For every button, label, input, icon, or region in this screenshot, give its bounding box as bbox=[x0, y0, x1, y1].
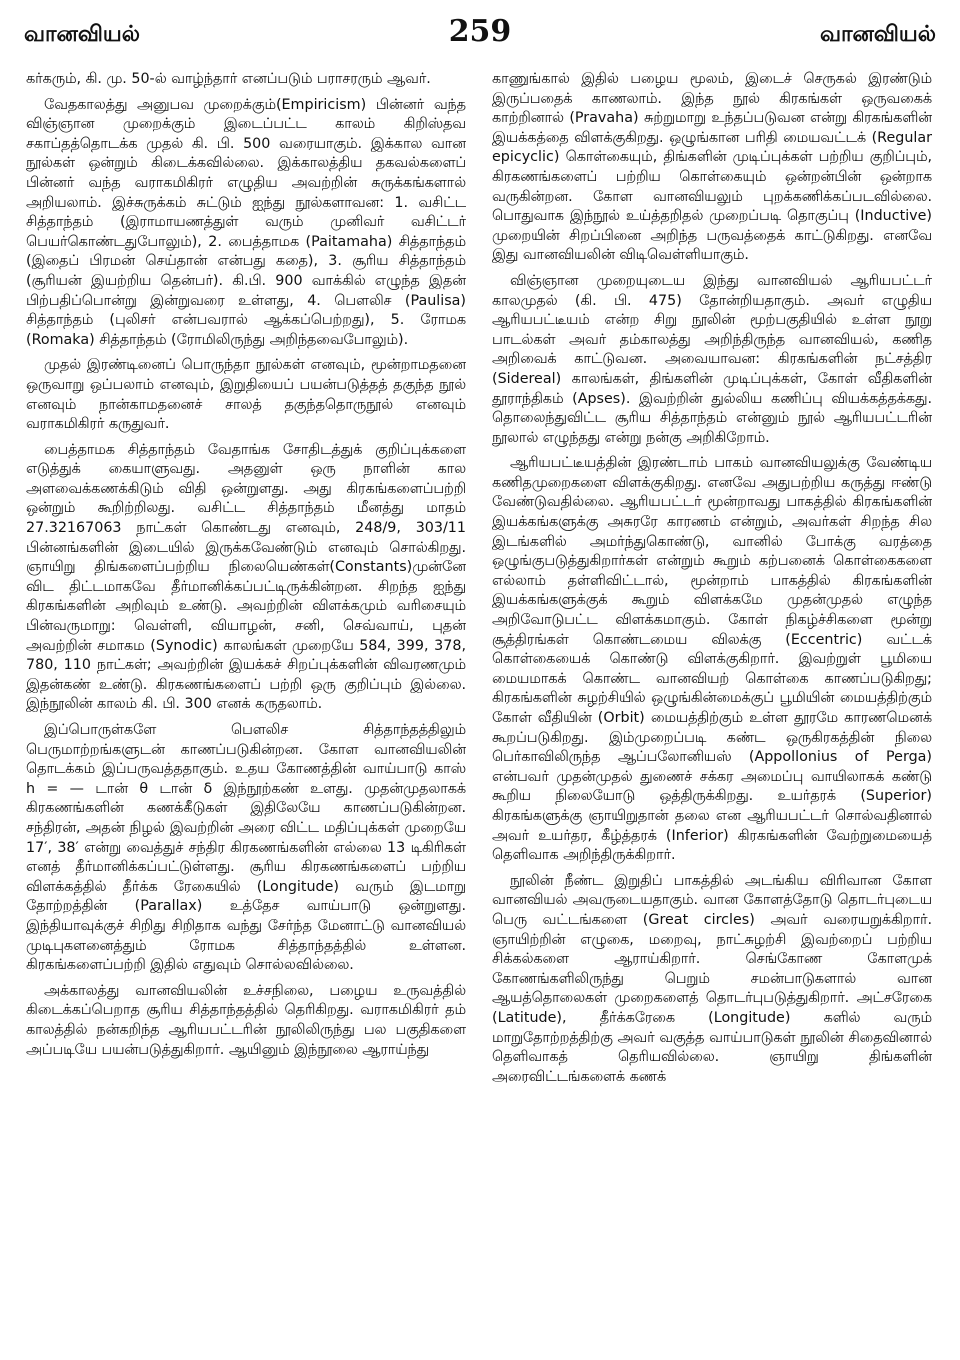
paragraph: கர்கரும், கி. மு. 50-ல் வாழ்ந்தார் எனப்படும் பராசரரும் ஆவர். bbox=[26, 71, 431, 87]
right-column bbox=[492, 70, 932, 1348]
paragraph: அக்காலத்து வானவியலின் உச்சநிலை, பழைய உருவத்தில் கிடைக்கப்பெறாத சூரிய சித்தாந்தத்தில் தெரிகிறது. வராகமிகிரர் தம் காலத்தில் நன்கறிந்த ஆரியபட்டரின் நூலிலிருந்து பல பகுதிகளை அப்படியே பயன்படுத்துகிறார். ஆயினும் இந்நூலை ஆராய்ந்து bbox=[26, 982, 466, 1058]
left-column bbox=[26, 70, 466, 1348]
running-title-left: வானவியல் bbox=[24, 22, 141, 47]
page-number: 259 bbox=[448, 14, 512, 49]
paragraph: முதல் இரண்டினைப் பொருந்தா நூல்கள் எனவும், மூன்றாமதனை ஒருவாறு ஒப்பலாம் எனவும், இறுதியைப் பயன்படுத்தத் தகுந்த நூல் எனவும் நான்காமதனைச் சாலத் தகுந்ததொருநூல் எனவும் வராகமிகிரர் கருதுவர். bbox=[26, 357, 466, 433]
paragraph: வேதகாலத்து அனுபவ முறைக்கும்(Empiricism) பின்னர் வந்த விஞ்ஞான முறைக்கும் இடைப்பட்ட காலம் கிறிஸ்தவ சகாப்தத்தொடக்க முதல் கி. பி. 500 வரையாகும். இக்கால வான நூல்கள் ஒன்றும் கிடைக்கவில்லை. இக்காலத்திய தகவல்களைப் பின்னர் வந்த வராகமிகிரர் எழுதிய அவற்றின் சுருக்கங்களால் அறியலாம். இச்சுருக்கம் சுட்டும் ஐந்து நூல்களாவன: 1. வசிட்ட சித்தாந்தம் (இராமாயணத்துள் வரும் முனிவர் வசிட்டர் பெயர்கொண்டதுபோலும்), 2. பைத்தாமக (Paitamaha) சித்தாந்தம் (இதைப் பிரமன் செய்தான் என்பது கதை), 3. சூரிய சித்தாந்தம் (சூரியன் இயற்றிய தென்பர்). கி.பி. 900 வாக்கில் எழுந்த இதன் பிற்பதிப்பொன்று இன்றுவரை உள்ளது, 4. பௌலிச (Paulisa) சித்தாந்தம் (புலிசர் என்பவரால் ஆக்கப்பெற்றது), 5. ரோமக (Romaka) சித்தாந்தம் (ரோமிலிருந்து அறிந்தவைபோலும்). bbox=[26, 96, 466, 348]
page-header bbox=[24, 14, 936, 64]
running-title-right: வானவியல் bbox=[819, 22, 936, 47]
paragraph: ஆரியபட்டீயத்தின் இரண்டாம் பாகம் வானவியலுக்கு வேண்டிய கணிதமுறைகளை விளக்குகிறது. எனவே அதுபற்றிய கருத்து ஈண்டு வேண்டுவதில்லை. ஆரியபட்டர் மூன்றாவது பாகத்தில் கிரகங்களின் இயக்கங்களுக்கு அசுரரே காரணம் என்றும், அவர்கள் சிறந்த சில இடங்களில் அமர்ந்துகொண்டு, வானில் போக்கு வரத்தை ஒழுங்குபடுத்துகிறார்கள் என்றும் கூறும் கற்பனைக் கொள்கைகளை எல்லாம் தள்ளிவிட்டால், மூன்றாம் பாகத்தில் கிரகங்களின் இயக்கங்களுக்குக் கூறும் விளக்கமே முதன்முதல் எழுந்த அறிவோடுபட்ட விளக்கமாகும். கோள் நிகழ்ச்சிகளை மூன்று சூத்திரங்கள் கொண்டமைய விலக்கு (Eccentric) வட்டக் கொள்கையைக் கொண்டு விளக்குகிறார். இவற்றுள் பூமியை மையமாகக் கொண்ட வானவியற் கொள்கை காணப்படுகிறது; கிரகங்களின் சுழற்சியில் ஒழுங்கின்மைக்குப் பூமியின் மையத்திற்கும் கோள் வீதியின் (Orbit) மையத்திற்கும் உள்ள தூரமே காரணமெனக் கூறப்படுகிறது. இம்முறைப்படி கண்ட ஒருகிரகத்தின் நிலை பெர்காவிலிருந்த ஆப்பலோனியஸ் (Appollonius of Perga) என்பவர் முதன்முதல் துணைச் சக்கர அமைப்பு வாயிலாகக் கண்டு கூறிய நிலையோடு ஒத்திருக்கிறது. உயர்தரக் (Superior) கிரகங்களுக்கு ஞாயிறுதான் தலை என ஆரியபட்டர் சொல்வதினால் அவர் உயர்தர, கீழ்த்தரக் (Inferior) கிரகங்களின் வேற்றுமையைத் தெளிவாக அறிந்திருக்கிறார். bbox=[492, 455, 932, 864]
paragraph: விஞ்ஞான முறையுடைய இந்து வானவியல் ஆரியபட்டர் காலமுதல் (கி. பி. 475) தோன்றியதாகும். அவர் எழுதிய ஆரியபட்டீயம் என்ற சிறு நூலின் மூற்பகுதியில் உள்ள நூறு பாடல்கள் அவர் தம்காலத்து அறிந்திருந்த வானவியல், கணித அறிவைக் காட்டுவன. அவையாவன: கிரகங்களின் நட்சத்திர (Sidereal) காலங்கள், திங்களின் முடிப்புக்கள், கோள் வீதிகளின் தூராந்திகம் (Apses). இவற்றின் துல்லிய கணிப்பு வியக்கத்தக்கது. தொலைந்துவிட்ட சூரிய சித்தாந்தம் என்னும் நூல் ஆரியபட்டரின் நூலால் எழுந்தது என்று நன்கு அறிகிறோம். bbox=[492, 272, 932, 446]
paragraph: பைத்தாமக சித்தாந்தம் வேதாங்க சோதிடத்துக் குறிப்புக்களை எடுத்துக் கையாளுவது. அதனுள் ஒரு நாளின் கால அளவைக்கணக்கிடும் விதி ஒன்றுளது. அது கிரகங்களைப்பற்றி ஒன்றும் கூறிற்றிலது. வசிட்ட சித்தாந்தம் மீனத்து மாதம் 27.32167063 நாட்கள் கொண்டது எனவும், 248/9, 303/11 பின்னங்களின் இடையில் இருக்கவேண்டும் எனவும் சொல்கிறது. ஞாயிறு திங்களைப்பற்றிய நிலையெண்கள்(Constants)முன்னே விட திட்டமாகவே தீர்மானிக்கப்பட்டிருக்கின்றன. சிறந்த ஐந்து கிரகங்களின் அறிவும் உண்டு. அவற்றின் விளக்கமும் வரிசையும் பின்வருமாறு: வெள்ளி, வியாழன், சனி, செவ்வாய், புதன் அவற்றின் சமாகம (Synodic) காலங்கள் முறையே 584, 399, 378, 780, 110 நாட்கள்; அவற்றின் இயக்கச் சிறப்புக்களின் விவரணமும் இதன்கண் உண்டு. கிரகணங்களைப் பற்றி ஒரு குறிப்பும் இல்லை. இந்நூலின் காலம் கி. பி. 300 எனக் கருதலாம். bbox=[26, 441, 466, 713]
paragraph: இப்பொருள்களே பௌலிச சித்தாந்தத்திலும் பெருமாற்றங்களுடன் காணப்படுகின்றன. கோள வானவியலின் தொடக்கம் இப்பருவத்ததாகும். உதய கோணத்தின் வாய்பாடு காஸ் h = — டான் θ டான் δ இந்நூற்கண் உளது. முதன்முதலாகக் கிரகணங்களின் கணக்கீடுகள் இதிலேயே காணப்படுகின்றன. சந்திரன், அதன் நிழல் இவற்றின் அரை விட்ட மதிப்புக்கள் முறையே 17′, 38′ என்று வைத்துச் சந்திர கிரகணங்களின் எல்லை 13 டிகிரிகள் எனத் தீர்மானிக்கப்பட்டுள்ளது. சூரிய கிரகணங்களைப் பற்றிய விளக்கத்தில் தீர்க்க ரேகையில் (Longitude) வரும் இடமாறு தோற்றத்தின் (Parallax) உத்தேச வாய்பாடு ஒன்றுளது. இந்தியாவுக்குச் சிறிது சிறிதாக வந்து சேர்ந்த மேனாட்டு வானவியல் முடிபுகளனைத்தும் ரோமக சித்தாந்தத்தில் உள்ளன. கிரகங்களைப்பற்றி இதில் எதுவும் சொல்லவில்லை. bbox=[26, 722, 466, 974]
paragraph: நூலின் நீண்ட இறுதிப் பாகத்தில் அடங்கிய விரிவான கோள வானவியல் அவருடையதாகும். வான கோளத்தோடு தொடர்புடைய பெரு வட்டங்களை (Great circles) அவர் வரையறுக்கிறார். ஞாயிற்றின் எழுகை, மறைவு, நாட்சுழற்சி இவற்றைப் பற்றிய சிக்கல்களை ஆராய்கிறார். செங்கோண கோளமுக் கோணங்களிலிருந்து பெறும் சமன்பாடுகளால் வான ஆயத்தொலைகள் முறைகளைத் தொடர்புபடுத்துகிறார். அட்சரேகை (Latitude), தீர்க்கரேகை (Longitude) களில் வரும் மாறுதோற்றத்திற்கு அவர் வகுத்த வாய்பாடுகள் நூலின் சிதைவினால் தெளிவாகத் தெரியவில்லை. ஞாயிறு திங்களின் அரைவிட்டங்களைக் கணக் bbox=[492, 872, 932, 1085]
paragraph: காணுங்கால் இதில் பழைய மூலம், இடைச் செருகல் இரண்டும் இருப்பதைக் காணலாம். இந்த நூல் கிரகங்கள் ஒருவகைக் காற்றினால் (Pravaha) சுற்றுமாறு உந்தப்படுவன என்று கிரகங்களின் இயக்கத்தை விளக்குகிறது. ஒழுங்கான பரிதி மையவட்டக் (Regular epicyclic) கொள்கையும், திங்களின் முடிப்புக்கள் பற்றிய குறிப்பும், கிரகணங்களைப் பற்றிய கொள்கையும் ஒன்றன்பின் ஒன்றாக வருகின்றன. கோள வானவியலும் புறக்கணிக்கப்படவில்லை. பொதுவாக இந்நூல் உய்த்தறிதல் முறைப்படி தொகுப்பு (Inductive) முறையின் சிறப்பினை அறிந்த பருவத்தைக் காட்டுகிறது. எனவே இது வானவியலின் விடிவெள்ளியாகும். bbox=[492, 71, 932, 264]
